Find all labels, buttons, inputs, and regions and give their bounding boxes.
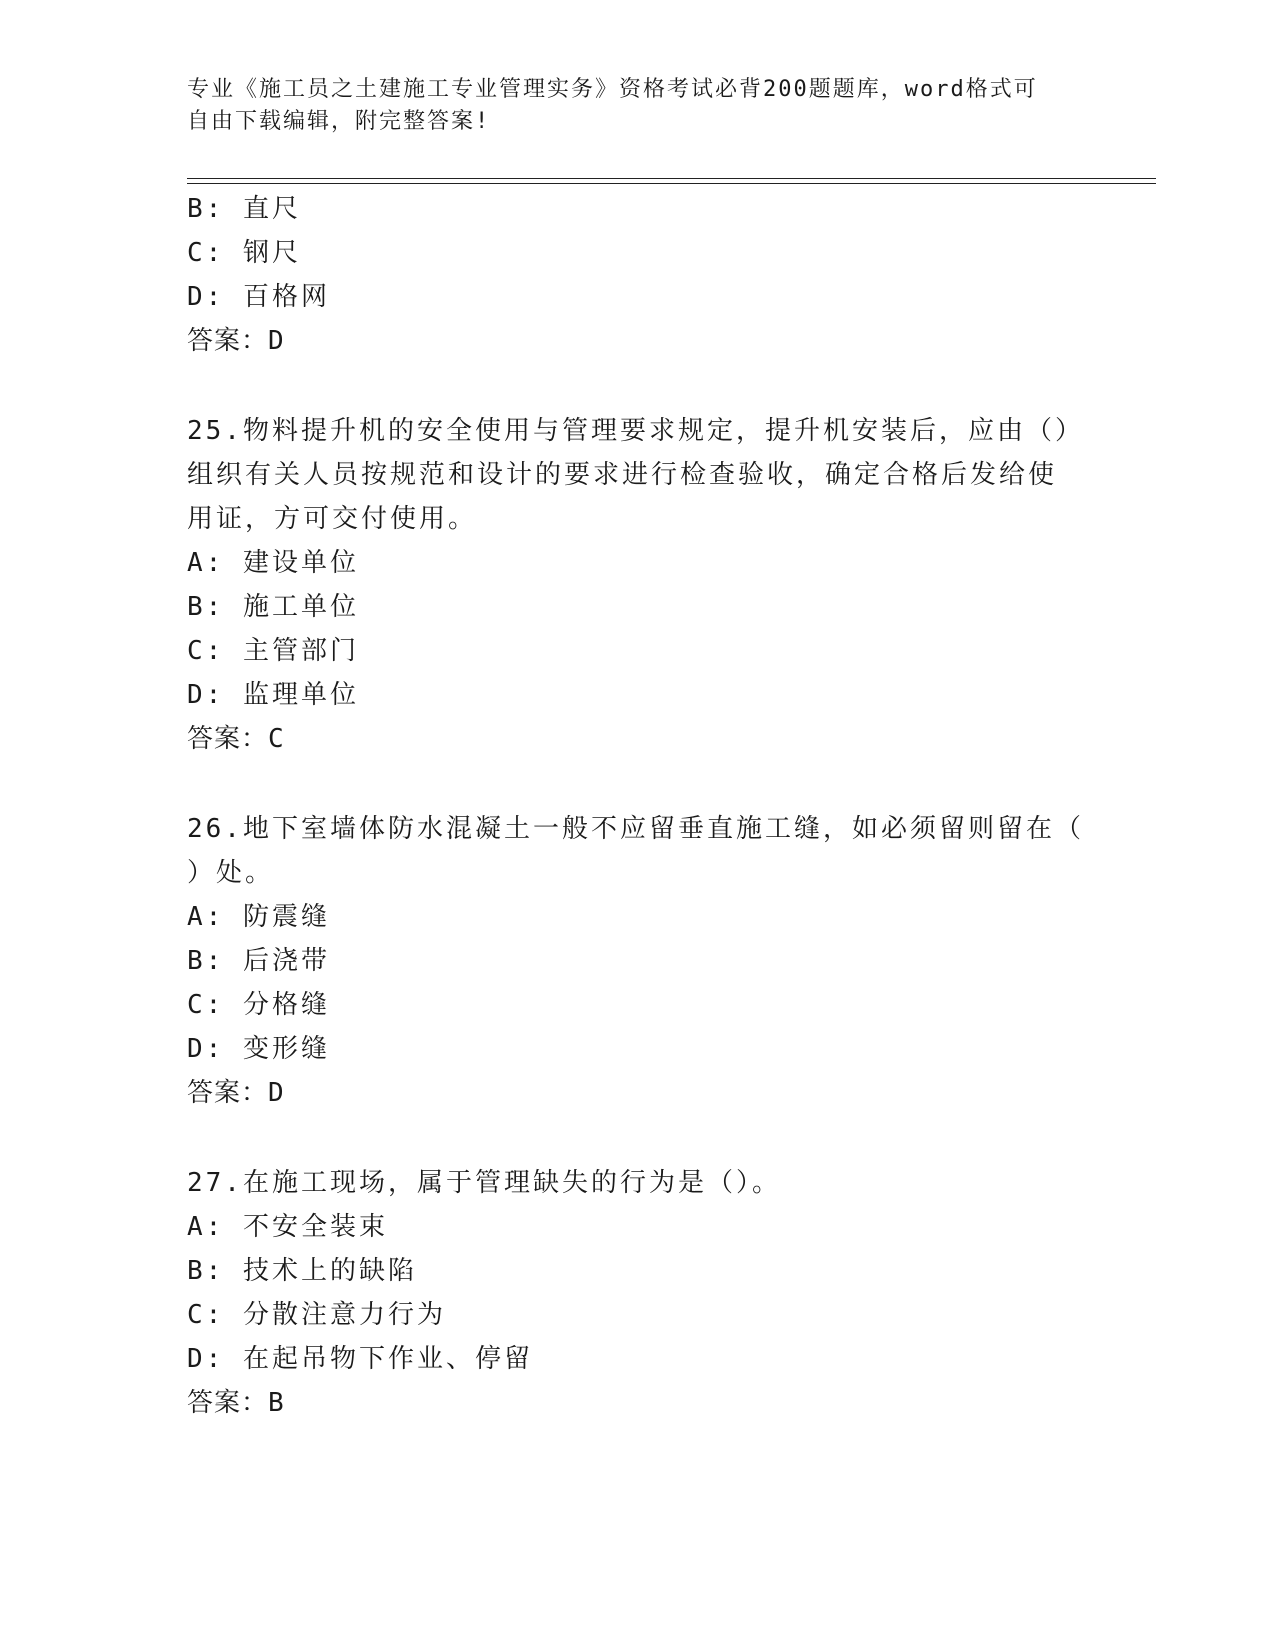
q26-option-c: C: 分格缝 [187, 990, 330, 1020]
prev-option-d: D: 百格网 [187, 282, 330, 312]
q25-stem-line-1: 25.物料提升机的安全使用与管理要求规定，提升机安装后，应由（） [187, 416, 1084, 446]
q27-answer: 答案：B [187, 1388, 285, 1418]
q25-option-c: C: 主管部门 [187, 636, 359, 666]
prev-answer: 答案：D [187, 326, 285, 356]
q25-stem-line-2: 组织有关人员按规范和设计的要求进行检查验收，确定合格后发给使 [187, 460, 1058, 490]
q26-option-b: B: 后浇带 [187, 946, 330, 976]
q27-stem-line-1: 27.在施工现场，属于管理缺失的行为是（）。 [187, 1168, 781, 1198]
q26-answer: 答案：D [187, 1078, 285, 1108]
q27-option-d: D: 在起吊物下作业、停留 [187, 1344, 533, 1374]
q25-option-d: D: 监理单位 [187, 680, 359, 710]
q26-stem-line-2: ）处。 [187, 858, 275, 888]
header-line-2: 自由下载编辑，附完整答案! [187, 109, 491, 134]
header-rule-top [187, 178, 1156, 179]
q26-stem-line-1: 26.地下室墙体防水混凝土一般不应留垂直施工缝，如必须留则留在（ [187, 814, 1084, 844]
q27-option-c: C: 分散注意力行为 [187, 1300, 446, 1330]
prev-option-b: B: 直尺 [187, 194, 301, 224]
q26-option-d: D: 变形缝 [187, 1034, 330, 1064]
prev-option-c: C: 钢尺 [187, 238, 301, 268]
q25-stem-line-3: 用证，方可交付使用。 [187, 504, 478, 534]
q27-option-a: A: 不安全装束 [187, 1212, 388, 1242]
header-rule-bottom [187, 183, 1156, 184]
q26-option-a: A: 防震缝 [187, 902, 330, 932]
q25-option-b: B: 施工单位 [187, 592, 359, 622]
q27-option-b: B: 技术上的缺陷 [187, 1256, 417, 1286]
header-line-1: 专业《施工员之土建施工专业管理实务》资格考试必背200题题库，word格式可 [187, 77, 1038, 102]
q25-option-a: A: 建设单位 [187, 548, 359, 578]
document-header [187, 74, 1087, 138]
q25-answer: 答案：C [187, 724, 285, 754]
